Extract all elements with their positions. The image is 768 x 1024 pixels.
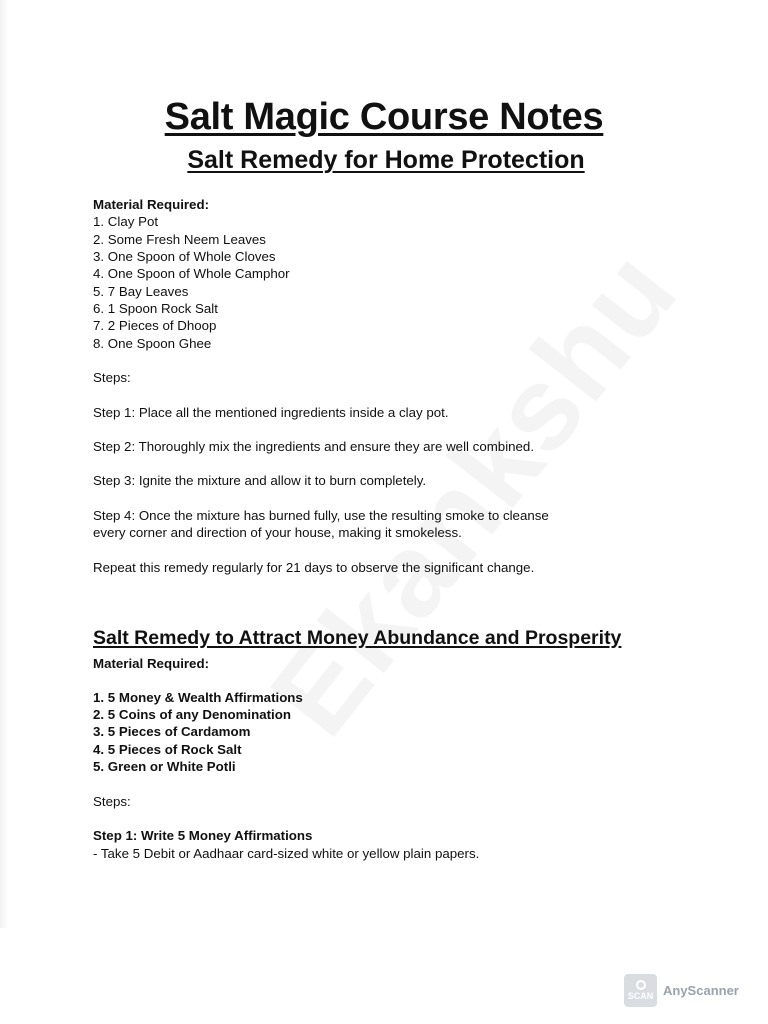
page-edge-shadow [0, 0, 8, 930]
section2-material-item: 2. 5 Coins of any Denomination [93, 707, 291, 722]
section2-step1-title: Step 1: Write 5 Money Affirmations [93, 828, 313, 843]
section1-material-item: 1. Clay Pot [93, 214, 159, 229]
section2-step1-detail: - Take 5 Debit or Aadhaar card-sized white or yellow plain papers. [93, 846, 480, 861]
section1-material-item: 3. One Spoon of Whole Cloves [93, 249, 276, 264]
scanner-name: AnyScanner [663, 983, 739, 998]
scanner-badge [624, 974, 739, 1007]
section1-material-item: 2. Some Fresh Neem Leaves [93, 232, 266, 247]
page-title: Salt Magic Course Notes [164, 96, 604, 138]
section1-step: Step 1: Place all the mentioned ingredients inside a clay pot. [93, 405, 449, 420]
section2-material-item: 4. 5 Pieces of Rock Salt [93, 742, 242, 757]
section2-material-item: 1. 5 Money & Wealth Affirmations [93, 690, 303, 705]
section2-heading: Salt Remedy to Attract Money Abundance and Prosperity [93, 627, 622, 649]
section2-material-item: 5. Green or White Potli [93, 759, 236, 774]
section1-material-item: 5. 7 Bay Leaves [93, 284, 189, 299]
section2-material-label: Material Required: [93, 656, 210, 671]
section1-material-item: 7. 2 Pieces of Dhoop [93, 318, 217, 333]
scan-icon-text: SCAN [627, 991, 654, 1001]
section1-material-item: 6. 1 Spoon Rock Salt [93, 301, 218, 316]
section1-step: Step 2: Thoroughly mix the ingredients and ensure they are well combined. [93, 439, 535, 454]
section1-steps-label: Steps: [93, 370, 131, 385]
section1-repeat-note: Repeat this remedy regularly for 21 days to observe the significant change. [93, 560, 535, 575]
section2-steps-label: Steps: [93, 794, 131, 809]
section1-step: Step 3: Ignite the mixture and allow it to burn completely. [93, 473, 427, 488]
scan-icon [624, 974, 657, 1007]
section1-heading: Salt Remedy for Home Protection [187, 146, 585, 174]
section1-material-item: 4. One Spoon of Whole Camphor [93, 266, 290, 281]
section1-step-continuation: every corner and direction of your house, making it smokeless. [93, 525, 462, 540]
section2-material-item: 3. 5 Pieces of Cardamom [93, 724, 251, 739]
section1-material-label: Material Required: [93, 197, 210, 212]
watermark [244, 235, 696, 760]
section1-step: Step 4: Once the mixture has burned fully, use the resulting smoke to cleanse [93, 508, 549, 523]
section1-material-item: 8. One Spoon Ghee [93, 336, 212, 351]
